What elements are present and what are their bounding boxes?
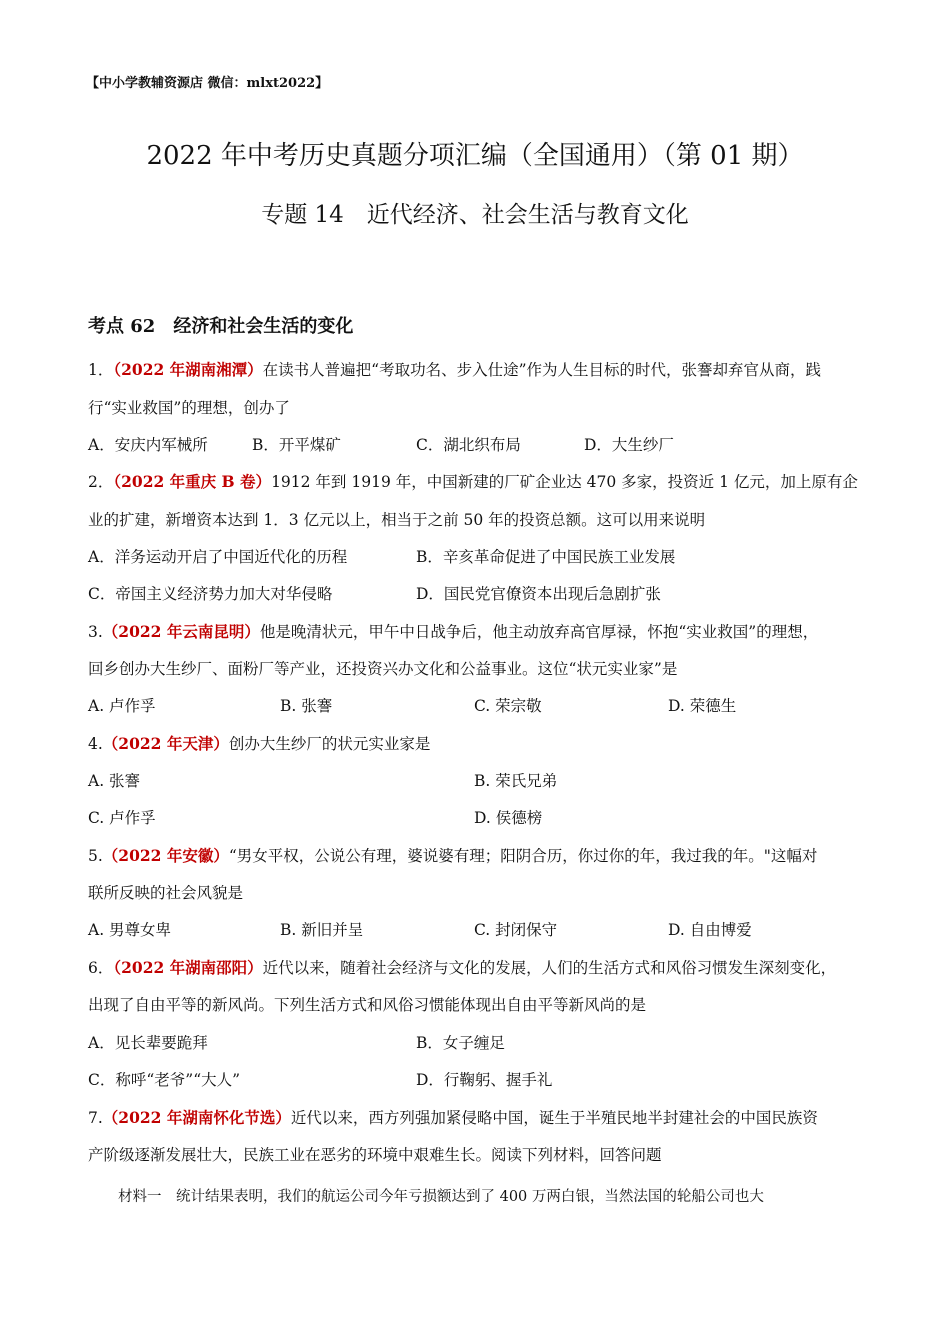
question-2-line-1 — [88, 470, 858, 492]
question-3-option-d: D. 荣德生 — [668, 697, 737, 715]
question-4-option-d: D. 侯德榜 — [474, 809, 543, 827]
question-3-line-2: 回乡创办大生纱厂、面粉厂等产业，还投资兴办文化和公益事业。这位“状元实业家”是 — [88, 660, 678, 678]
question-3-line-1 — [88, 620, 818, 642]
question-text: 创办大生纱厂的状元实业家是 — [228, 735, 431, 753]
question-text: 在读书人普遍把“考取功名、步入仕途”作为人生目标的时代，张謇却弃官从商，践 — [262, 361, 822, 379]
question-1-option-a: A．安庆内军械所 — [88, 436, 208, 454]
question-2-line-2: 业的扩建，新增资本达到 1．3 亿元以上，相当于之前 50 年的投资总额。这可以用来说明 — [88, 511, 706, 529]
question-source: （2022 年重庆 B 卷） — [113, 472, 272, 491]
question-number: 5. — [88, 847, 103, 865]
question-6-option-b: B．女子缠足 — [416, 1034, 505, 1052]
question-source: （2022 年云南昆明） — [102, 622, 260, 641]
question-5-option-c: C. 封闭保守 — [474, 921, 558, 939]
question-1-option-c: C．湖北织布局 — [416, 436, 521, 454]
question-3-option-a: A. 卢作孚 — [88, 697, 156, 715]
question-7-line-1 — [88, 1106, 818, 1128]
question-text: 近代以来，随着社会经济与文化的发展，人们的生活方式和风俗习惯发生深刻变化， — [262, 959, 837, 977]
question-number: 2． — [88, 473, 114, 491]
question-5-option-b: B. 新旧并呈 — [280, 921, 364, 939]
question-text: 他是晚清状元，甲午中日战争后，他主动放弃高官厚禄，怀抱“实业救国”的理想， — [259, 623, 819, 641]
question-number: 3. — [88, 623, 103, 641]
question-3-option-c: C. 荣宗敬 — [474, 697, 542, 715]
question-4-option-c: C. 卢作孚 — [88, 809, 156, 827]
question-5-line-2: 联所反映的社会风貌是 — [88, 884, 244, 902]
question-3-option-b: B. 张謇 — [280, 697, 333, 715]
question-6-line-1 — [88, 956, 836, 978]
question-1-line-1 — [88, 358, 821, 380]
material-text: 材料一 统计结果表明，我们的航运公司今年亏损额达到了 400 万两白银，当然法国的轮船公司也大 — [118, 1189, 764, 1205]
section-heading: 考点 62 经济和社会生活的变化 — [88, 316, 354, 337]
question-6-line-2: 出现了自由平等的新风尚。下列生活方式和风俗习惯能体现出自由平等新风尚的是 — [88, 996, 647, 1014]
question-5-option-d: D. 自由博爱 — [668, 921, 752, 939]
question-number: 7. — [88, 1109, 103, 1127]
question-5-line-1 — [88, 844, 817, 866]
question-2-option-c: C．帝国主义经济势力加大对华侵略 — [88, 585, 333, 603]
page-title: 2022 年中考历史真题分项汇编（全国通用）（第 01 期） — [146, 141, 804, 171]
question-2-option-b: B．辛亥革命促进了中国民族工业发展 — [416, 548, 676, 566]
question-source: （2022 年天津） — [102, 734, 229, 753]
page-subtitle: 专题 14 近代经济、社会生活与教育文化 — [261, 202, 689, 228]
question-6-option-a: A．见长辈要跪拜 — [88, 1034, 208, 1052]
question-number: 6． — [88, 959, 114, 977]
question-1-option-b: B．开平煤矿 — [252, 436, 341, 454]
question-source: （2022 年湖南怀化节选） — [102, 1108, 291, 1127]
question-6-option-d: D．行鞠躬、握手礼 — [416, 1071, 553, 1089]
question-2-option-a: A．洋务运动开启了中国近代化的历程 — [88, 548, 348, 566]
question-number: 4. — [88, 735, 103, 753]
question-source: （2022 年湖南湘潭） — [113, 360, 263, 379]
question-4-line-1 — [88, 732, 430, 754]
question-number: 1． — [88, 361, 114, 379]
question-5-option-a: A. 男尊女卑 — [88, 921, 172, 939]
question-4-option-b: B. 荣氏兄弟 — [474, 772, 558, 790]
question-text: “男女平权，公说公有理，婆说婆有理；阳阴合历，你过你的年，我过我的年。"这幅对 — [228, 847, 818, 865]
question-text: 近代以来，西方列强加紧侵略中国，诞生于半殖民地半封建社会的中国民族资 — [290, 1109, 818, 1127]
watermark-text: 【中小学教辅资源店 微信：mlxt2022】 — [86, 76, 329, 91]
question-1-line-2: 行“实业救国”的理想，创办了 — [88, 399, 290, 417]
question-source: （2022 年安徽） — [102, 846, 229, 865]
question-text: 1912 年到 1919 年，中国新建的厂矿企业达 470 多家，投资近 1 亿元，加上原有企 — [271, 473, 858, 491]
question-7-line-2: 产阶级逐渐发展壮大，民族工业在恶劣的环境中艰难生长。阅读下列材料，回答问题 — [88, 1146, 662, 1164]
question-6-option-c: C．称呼“老爷”“大人” — [88, 1071, 241, 1089]
question-source: （2022 年湖南邵阳） — [113, 958, 263, 977]
question-4-option-a: A. 张謇 — [88, 772, 141, 790]
question-2-option-d: D．国民党官僚资本出现后急剧扩张 — [416, 585, 661, 603]
question-1-option-d: D．大生纱厂 — [584, 436, 674, 454]
